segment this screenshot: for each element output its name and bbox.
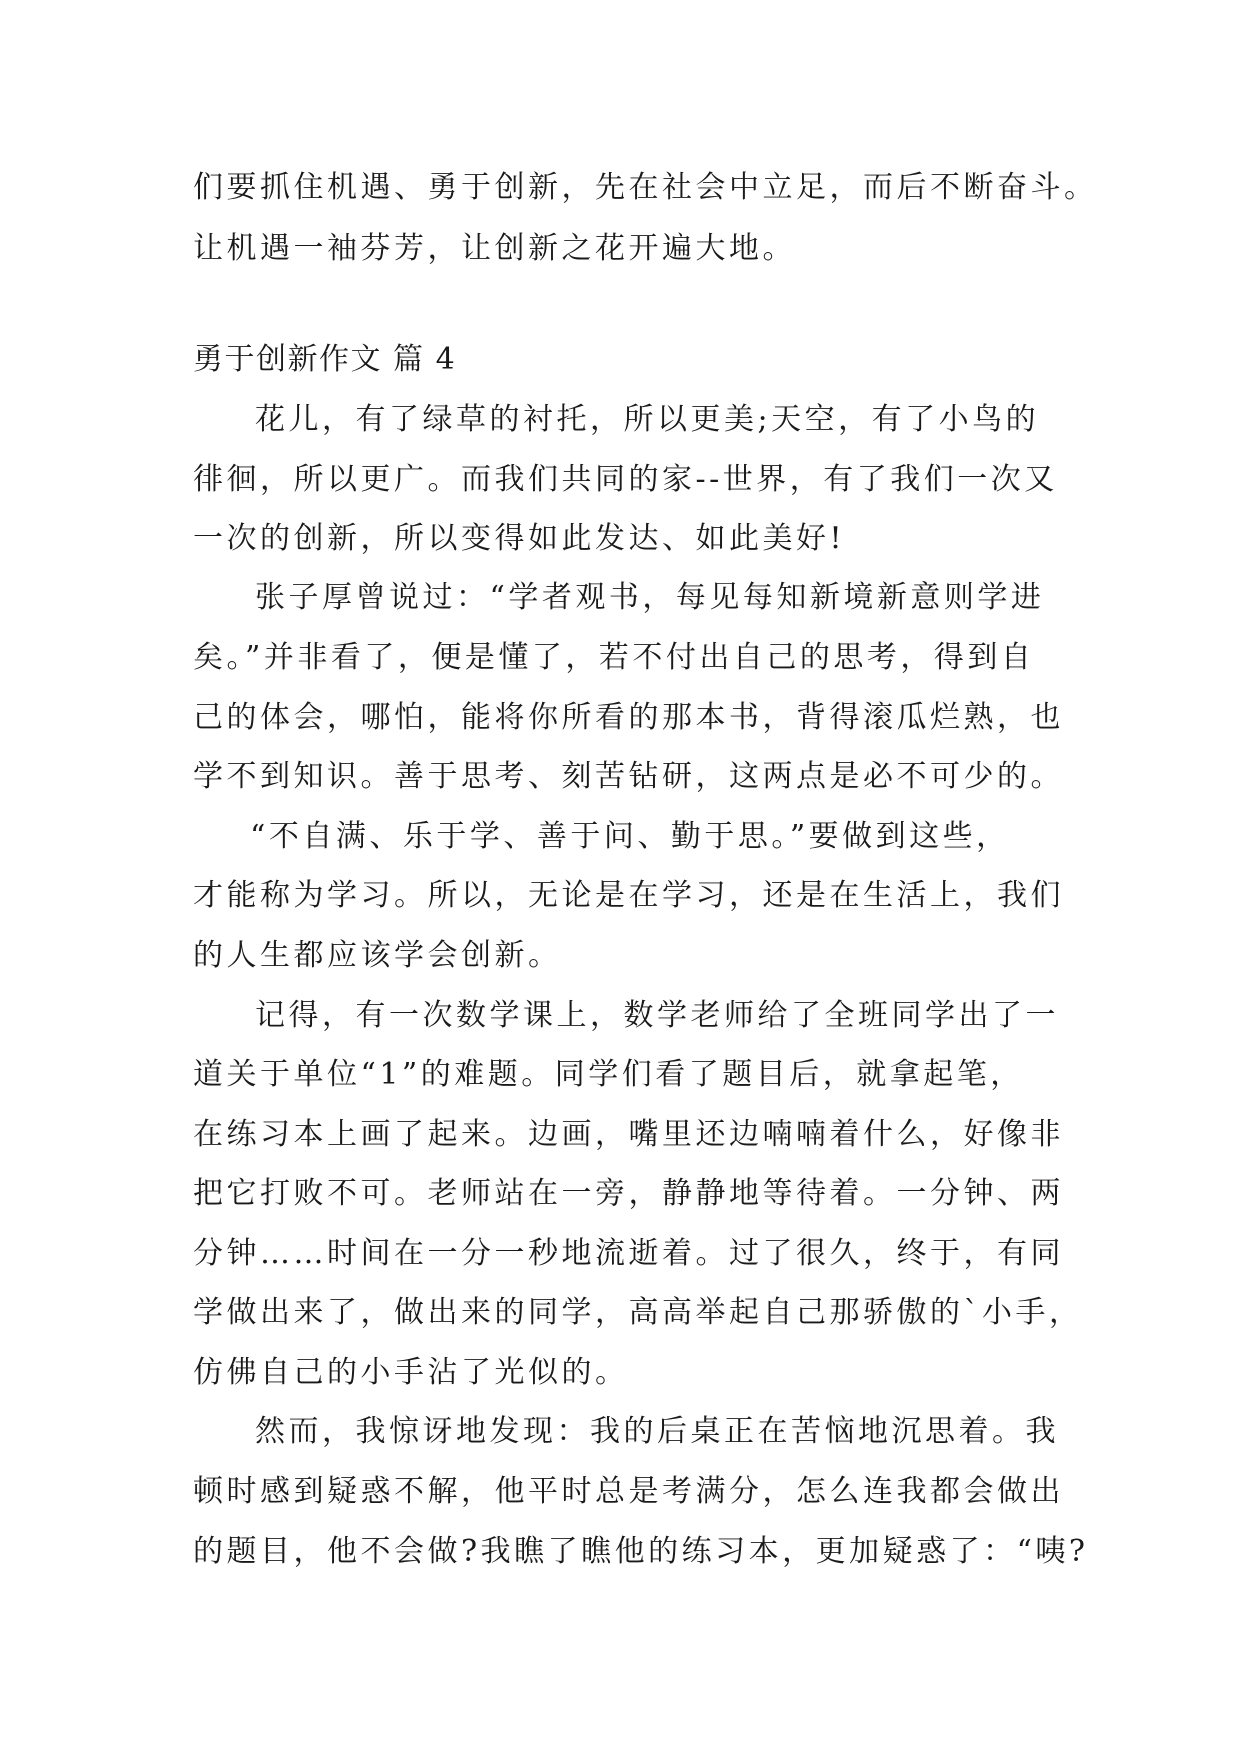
text-line: 把它打败不可。老师站在一旁，静静地等待着。一分钟、两 [193, 1176, 1064, 1211]
text-line: 花儿，有了绿草的衬托，所以更美;天空，有了小鸟的 [255, 402, 1040, 437]
text-line: 才能称为学习。所以，无论是在学习，还是在生活上，我们 [193, 878, 1064, 913]
text-line: 的人生都应该学会创新。 [193, 938, 562, 973]
text-line: 让机遇一袖芬芳，让创新之花开遍大地。 [193, 231, 796, 266]
text-line: 记得，有一次数学课上，数学老师给了全班同学出了一 [255, 998, 1059, 1033]
text-line: 徘徊，所以更广。而我们共同的家--世界，有了我们一次又 [193, 462, 1058, 497]
text-line: 学做出来了，做出来的同学，高高举起自己那骄傲的`小手， [193, 1295, 1083, 1330]
text-line: 的题目，他不会做?我瞧了瞧他的练习本，更加疑惑了：“咦? [193, 1534, 1089, 1569]
text-line: “不自满、乐于学、善于问、勤于思。”要做到这些， [250, 819, 1010, 854]
section-heading: 勇于创新作文 篇 4 [193, 342, 457, 377]
text-line: 一次的创新，所以变得如此发达、如此美好! [193, 521, 846, 556]
text-line: 分钟……时间在一分一秒地流逝着。过了很久，终于，有同 [193, 1236, 1064, 1271]
text-line: 们要抓住机遇、勇于创新，先在社会中立足，而后不断奋斗。 [193, 170, 1098, 205]
text-line: 道关于单位“1”的难题。同学们看了题目后，就拿起笔， [193, 1057, 1024, 1092]
text-line: 仿佛自己的小手沾了光似的。 [193, 1355, 629, 1390]
text-line: 然而，我惊讶地发现：我的后桌正在苦恼地沉思着。我 [255, 1414, 1059, 1449]
text-line: 在练习本上画了起来。边画，嘴里还边喃喃着什么，好像非 [193, 1117, 1064, 1152]
text-line: 学不到知识。善于思考、刻苦钻研，这两点是必不可少的。 [193, 759, 1064, 794]
text-line: 张子厚曾说过：“学者观书，每见每知新境新意则学进 [255, 580, 1045, 615]
text-line: 顿时感到疑惑不解，他平时总是考满分，怎么连我都会做出 [193, 1474, 1064, 1509]
text-line: 矣。”并非看了，便是懂了，若不付出自己的思考，得到自 [193, 640, 1035, 675]
text-line: 己的体会，哪怕，能将你所看的那本书，背得滚瓜烂熟，也 [193, 700, 1064, 735]
